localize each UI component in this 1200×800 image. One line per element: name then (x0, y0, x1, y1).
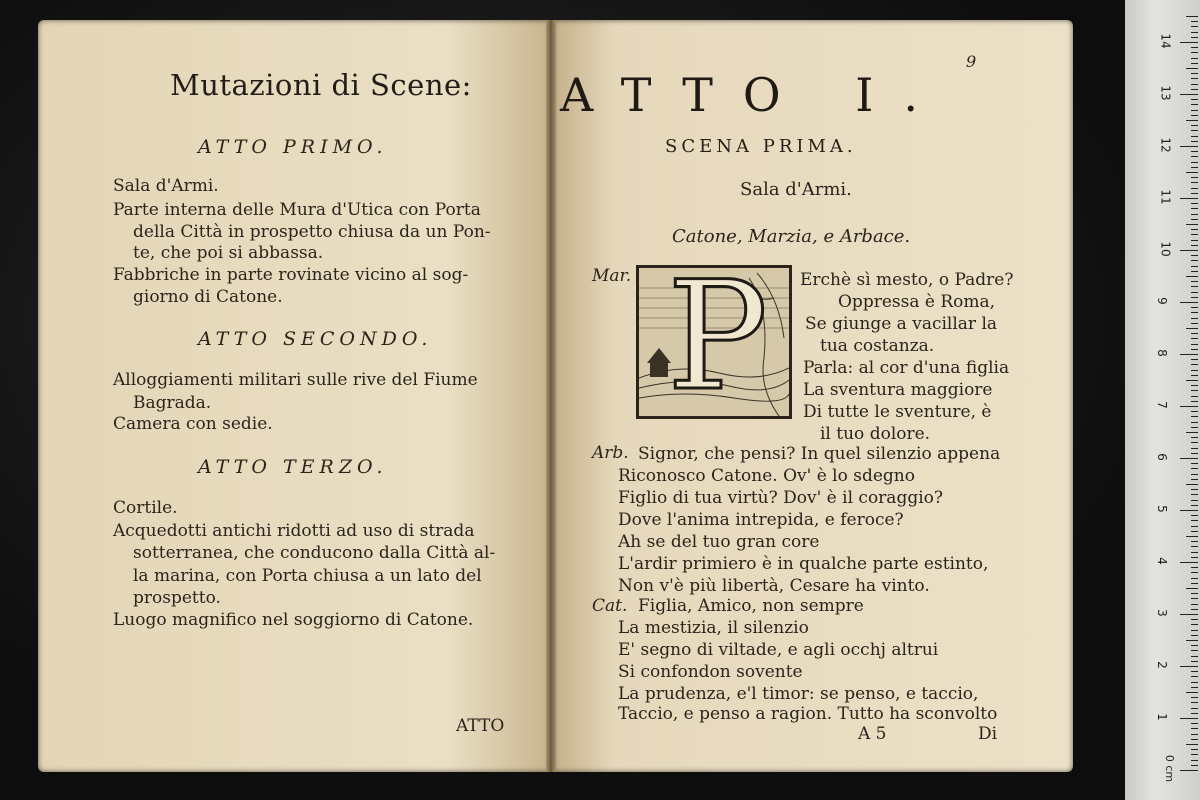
ruler-tick (1191, 89, 1198, 90)
ruler-tick (1180, 198, 1198, 199)
ruler-tick (1191, 229, 1198, 230)
ruler-tick (1180, 354, 1198, 355)
ruler-tick (1191, 567, 1198, 568)
ruler-tick (1191, 526, 1198, 527)
ruler-tick (1186, 68, 1198, 69)
ruler-tick (1191, 162, 1198, 163)
ruler-tick (1180, 562, 1198, 563)
ruler-tick (1191, 500, 1198, 501)
ruler-tick (1191, 505, 1198, 506)
ruler-number: 1 (1154, 713, 1169, 721)
ruler-tick (1191, 676, 1198, 677)
act-one-line: te, che poi si abbassa. (133, 243, 324, 263)
ruler-tick (1180, 614, 1198, 615)
ruler-tick (1191, 572, 1198, 573)
ruler-tick (1180, 94, 1198, 95)
ruler-tick (1191, 21, 1198, 22)
ruler-tick (1186, 692, 1198, 693)
act-two-line: Bagrada. (133, 393, 212, 413)
speaker-arbace: Arb. (592, 443, 629, 463)
ruler-number: 8 (1154, 349, 1169, 357)
ruler-tick (1186, 276, 1198, 277)
initial-letter: P (667, 265, 768, 419)
ruler-tick (1191, 58, 1198, 59)
ruler-tick (1191, 370, 1198, 371)
ruler-tick (1180, 770, 1198, 771)
ruler-tick (1191, 463, 1198, 464)
scene-title: SCENA PRIMA. (665, 136, 857, 157)
ruler-tick (1191, 151, 1198, 152)
ruler-tick (1191, 349, 1198, 350)
ruler-tick (1180, 510, 1198, 511)
act-three-line: Acquedotti antichi ridotti ad uso di strada (113, 521, 475, 541)
ruler-tick (1191, 307, 1198, 308)
ruler-tick (1191, 427, 1198, 428)
ruler-tick (1191, 619, 1198, 620)
ruler-tick (1191, 141, 1198, 142)
ruler-tick (1191, 494, 1198, 495)
ruler-tick (1191, 47, 1198, 48)
act-three-line: prospetto. (133, 588, 221, 608)
act-one-line: giorno di Catone. (133, 287, 283, 307)
ruler-tick (1186, 380, 1198, 381)
ruler-tick (1191, 245, 1198, 246)
ruler-tick (1191, 208, 1198, 209)
ruler-tick (1180, 666, 1198, 667)
ruler-tick (1186, 328, 1198, 329)
ruler-tick (1186, 224, 1198, 225)
ruler-unit-label: 0 cm (1163, 754, 1177, 783)
ruler-tick (1191, 182, 1198, 183)
act-three-line: sotterranea, che conducono dalla Città al- (133, 543, 496, 563)
ruler-tick (1191, 240, 1198, 241)
ruler-tick (1186, 16, 1198, 17)
speech-line: Si confondon sovente (618, 662, 803, 682)
act-one-line: della Città in prospetto chiusa da un Pon- (133, 222, 491, 242)
left-catchword: ATTO (456, 716, 505, 736)
ruler-tick (1191, 754, 1198, 755)
ruler-tick (1191, 702, 1198, 703)
speech-line: Oppressa è Roma, (838, 292, 996, 312)
left-page-heading: Mutazioni di Scene: (170, 68, 472, 102)
ruler-number: 7 (1154, 401, 1169, 409)
ruler-tick (1191, 624, 1198, 625)
ruler-tick (1191, 214, 1198, 215)
ruler-tick (1191, 723, 1198, 724)
ruler-tick (1191, 479, 1198, 480)
ruler-tick (1191, 344, 1198, 345)
ruler-tick (1191, 687, 1198, 688)
speech-line: L'ardir primiero è in qualche parte estinto, (618, 554, 989, 574)
act-two-line: Camera con sedie. (113, 414, 273, 434)
ruler-number: 13 (1158, 85, 1173, 101)
speaker-catone: Cat. (592, 596, 628, 616)
ruler-tick (1191, 130, 1198, 131)
ruler-tick (1191, 661, 1198, 662)
ruler-tick (1191, 489, 1198, 490)
ruler-tick (1180, 250, 1198, 251)
speech-line: La prudenza, e'l timor: se penso, e taccio, (618, 684, 979, 704)
ruler-tick (1191, 255, 1198, 256)
ruler-tick (1191, 448, 1198, 449)
ruler-number: 11 (1158, 189, 1173, 205)
ruler-tick (1191, 728, 1198, 729)
ruler-tick (1191, 136, 1198, 137)
book-gutter (546, 20, 556, 772)
ruler-tick (1191, 312, 1198, 313)
ruler-tick (1180, 302, 1198, 303)
ruler-number: 12 (1158, 137, 1173, 153)
act-one-line: Fabbriche in parte rovinate vicino al sog- (113, 265, 469, 285)
speech-line: Figlio di tua virtù? Dov' è il coraggio? (618, 488, 943, 508)
ruler-tick (1180, 458, 1198, 459)
ruler-number: 6 (1154, 453, 1169, 461)
ruler-tick (1191, 697, 1198, 698)
speech-line: Signor, che pensi? In quel silenzio appena (638, 444, 1001, 464)
ruler-tick (1180, 42, 1198, 43)
right-catchword: Di (978, 724, 998, 744)
ruler-tick (1191, 234, 1198, 235)
ruler-tick (1191, 78, 1198, 79)
ruler-tick (1191, 682, 1198, 683)
ruler-tick (1191, 401, 1198, 402)
act-one-line: Parte interna delle Mura d'Utica con Porta (113, 200, 481, 220)
ruler-tick (1191, 578, 1198, 579)
ruler-tick (1191, 437, 1198, 438)
speech-line: Ah se del tuo gran core (618, 532, 820, 552)
ruler-tick (1191, 266, 1198, 267)
act-three-line: Luogo magnifico nel soggiorno di Catone. (113, 610, 474, 630)
ruler-tick (1191, 203, 1198, 204)
ruler-tick (1180, 146, 1198, 147)
ruler-number: 4 (1154, 557, 1169, 565)
ruler-tick (1191, 104, 1198, 105)
ruler-tick (1191, 323, 1198, 324)
ruler-number: 14 (1158, 33, 1173, 49)
ruler-tick (1191, 749, 1198, 750)
ruler-tick (1191, 375, 1198, 376)
ruler-tick (1191, 541, 1198, 542)
ruler-number: 9 (1154, 297, 1169, 305)
ruler-tick (1191, 271, 1198, 272)
ruler-tick (1191, 583, 1198, 584)
ruler-tick (1191, 609, 1198, 610)
act-three-line: la marina, con Porta chiusa a un lato del (133, 566, 482, 586)
speech-line: Se giunge a vacillar la (805, 314, 998, 334)
ruler-tick (1186, 588, 1198, 589)
ruler-tick (1191, 359, 1198, 360)
ruler-tick (1191, 650, 1198, 651)
ruler-tick (1191, 193, 1198, 194)
scene-characters: Catone, Marzia, e Arbace. (672, 226, 911, 247)
ruler-tick (1191, 760, 1198, 761)
speech-line: Non v'è più libertà, Cesare ha vinto. (618, 576, 930, 596)
ruler-tick (1191, 713, 1198, 714)
ruler-tick (1191, 598, 1198, 599)
ruler-tick (1191, 125, 1198, 126)
act-two-title: ATTO SECONDO. (198, 328, 433, 350)
ruler-tick (1191, 734, 1198, 735)
ruler-tick (1191, 416, 1198, 417)
ruler-tick (1191, 177, 1198, 178)
ruler-tick (1191, 656, 1198, 657)
ruler-tick (1191, 442, 1198, 443)
ruler-tick (1191, 474, 1198, 475)
ruler-tick (1191, 26, 1198, 27)
ruler-number: 2 (1154, 661, 1169, 669)
ruler-tick (1191, 645, 1198, 646)
left-page (38, 20, 550, 772)
speech-line: il tuo dolore. (820, 424, 931, 444)
ruler-tick (1191, 552, 1198, 553)
ruler-tick (1191, 557, 1198, 558)
ruler-tick (1186, 120, 1198, 121)
ruler-tick (1186, 640, 1198, 641)
ruler-tick (1191, 32, 1198, 33)
ruler-tick (1191, 318, 1198, 319)
speech-line: Di tutte le sventure, è (803, 402, 992, 422)
ruler-tick (1191, 286, 1198, 287)
ruler-tick (1191, 422, 1198, 423)
ruler-tick (1191, 671, 1198, 672)
ruler-tick (1191, 99, 1198, 100)
signature-mark: A 5 (858, 724, 887, 744)
ruler-tick (1191, 604, 1198, 605)
speech-line: Parla: al cor d'una figlia (803, 358, 1010, 378)
ruler-number: 10 (1158, 241, 1173, 257)
speech-line: Dove l'anima intrepida, e feroce? (618, 510, 904, 530)
ruler-tick (1180, 406, 1198, 407)
ruler-number: 3 (1154, 609, 1169, 617)
act-title: ATTO I. (560, 68, 949, 122)
decorated-initial (636, 265, 792, 419)
ruler-tick (1191, 515, 1198, 516)
act-one-line: Sala d'Armi. (113, 176, 219, 196)
ruler-tick (1191, 156, 1198, 157)
ruler-tick (1191, 593, 1198, 594)
ruler-tick (1191, 364, 1198, 365)
speech-line: Taccio, e penso a ragion. Tutto ha sconvolto (618, 704, 998, 724)
ruler-tick (1191, 635, 1198, 636)
ruler-tick (1191, 453, 1198, 454)
ruler-tick (1191, 333, 1198, 334)
act-one-title: ATTO PRIMO. (198, 136, 388, 158)
speech-line: tua costanza. (820, 336, 935, 356)
page-number: 9 (966, 52, 977, 71)
ruler-tick (1191, 546, 1198, 547)
ruler-tick (1191, 338, 1198, 339)
ruler-tick (1191, 531, 1198, 532)
ruler-tick (1191, 630, 1198, 631)
ruler-tick (1186, 536, 1198, 537)
act-two-line: Alloggiamenti militari sulle rive del Fiume (113, 370, 478, 390)
ruler-tick (1191, 110, 1198, 111)
ruler-tick (1191, 520, 1198, 521)
ruler-tick (1186, 744, 1198, 745)
ruler-tick (1191, 411, 1198, 412)
ruler-tick (1191, 281, 1198, 282)
ruler-tick (1180, 718, 1198, 719)
ruler-tick (1191, 708, 1198, 709)
ruler-number: 5 (1154, 505, 1169, 513)
ruler-tick (1191, 63, 1198, 64)
ruler-tick (1191, 52, 1198, 53)
ruler-tick (1191, 219, 1198, 220)
ruler-tick (1191, 390, 1198, 391)
speech-line: La mestizia, il silenzio (618, 618, 809, 638)
ruler-tick (1191, 739, 1198, 740)
ruler-tick (1191, 396, 1198, 397)
ruler-tick (1191, 84, 1198, 85)
ruler-tick (1191, 468, 1198, 469)
ruler-tick (1191, 765, 1198, 766)
ruler-tick (1191, 37, 1198, 38)
speaker-marzia: Mar. (592, 266, 632, 286)
ruler-tick (1186, 172, 1198, 173)
ruler-tick (1191, 73, 1198, 74)
ruler-tick (1191, 115, 1198, 116)
speech-line: Figlia, Amico, non sempre (638, 596, 864, 616)
speech-line: La sventura maggiore (803, 380, 993, 400)
scene-setting: Sala d'Armi. (740, 179, 852, 200)
act-three-title: ATTO TERZO. (198, 456, 388, 478)
speech-line: E' segno di viltade, e agli occhj altrui (618, 640, 939, 660)
ruler-tick (1191, 188, 1198, 189)
ruler-tick (1186, 432, 1198, 433)
ruler-tick (1191, 292, 1198, 293)
speech-line: Erchè sì mesto, o Padre? (800, 270, 1014, 290)
ruler-tick (1191, 297, 1198, 298)
speech-line: Riconosco Catone. Ov' è lo sdegno (618, 466, 915, 486)
act-three-line: Cortile. (113, 498, 178, 518)
ruler-tick (1191, 385, 1198, 386)
ruler-tick (1186, 484, 1198, 485)
ruler-tick (1191, 260, 1198, 261)
ruler-tick (1191, 167, 1198, 168)
